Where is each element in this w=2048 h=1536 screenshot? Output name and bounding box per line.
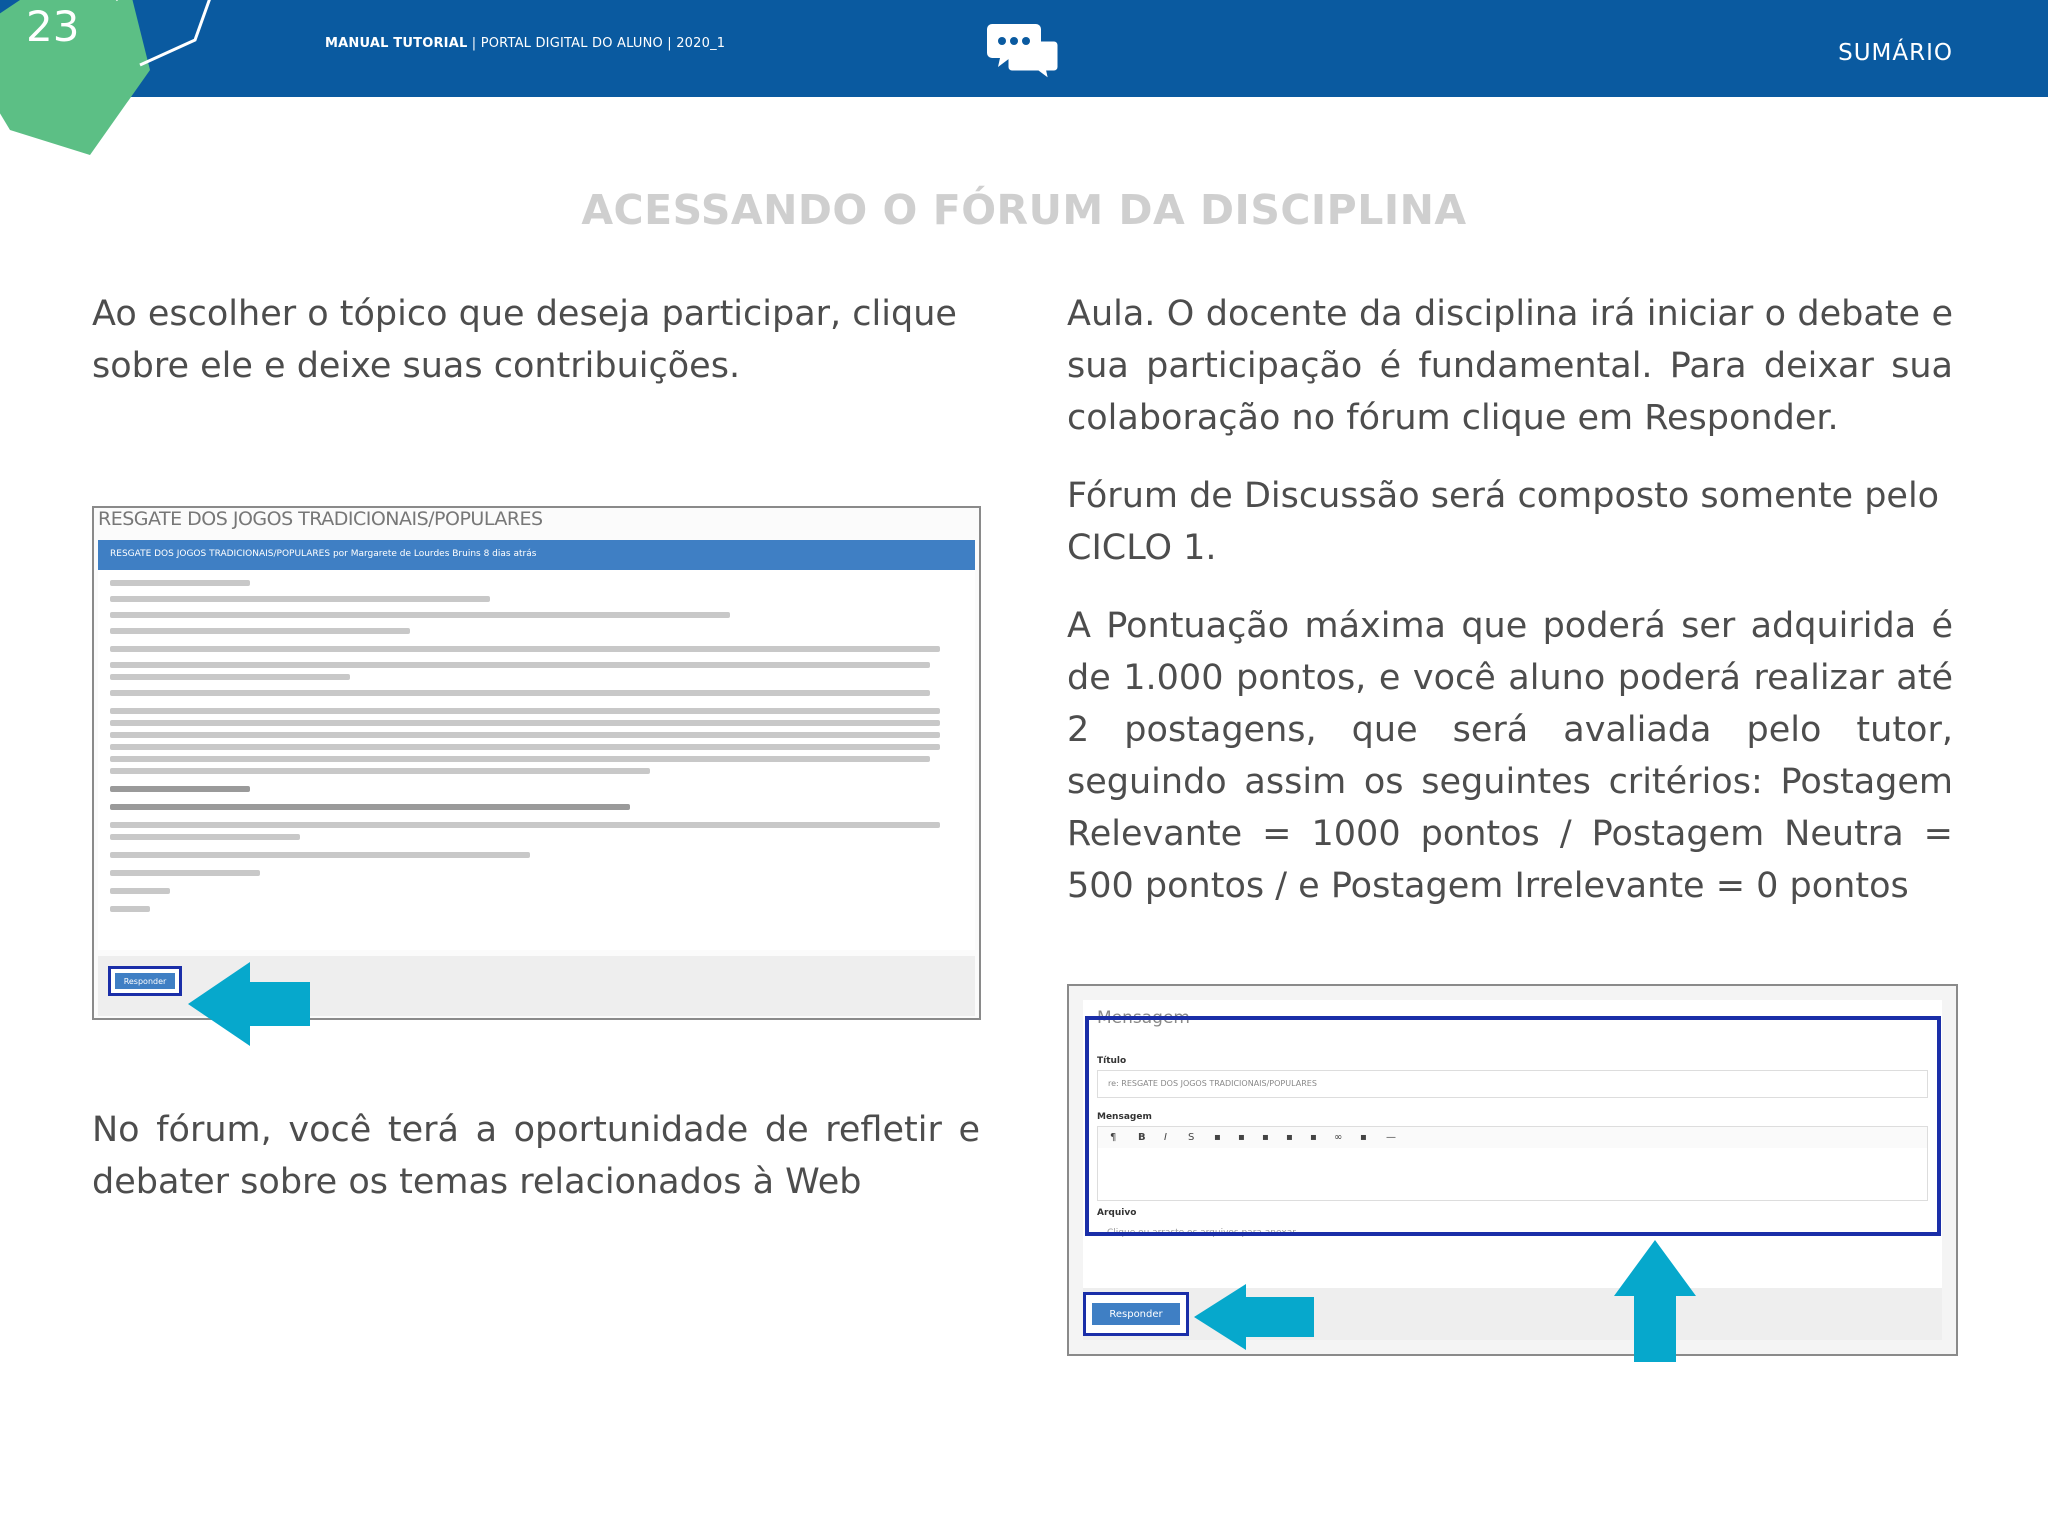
- indent-icon[interactable]: ▪: [1286, 1132, 1293, 1143]
- manual-title: [325, 36, 725, 51]
- topic-header-text: RESGATE DOS JOGOS TRADICIONAIS/POPULARES por Margarete de Lourdes Bruins 8 dias atrás: [110, 549, 537, 559]
- page-number-badge: [0, 0, 180, 160]
- paragraph-icon[interactable]: ¶: [1110, 1132, 1117, 1143]
- reply-form-heading: Mensagem: [1097, 1008, 1190, 1028]
- image-icon[interactable]: ▪: [1310, 1132, 1317, 1143]
- forum-paragraph: No fórum, você terá a oportunidade de refletir e debater sobre os temas relacionados à Web: [92, 1110, 980, 1202]
- horizontal-rule-icon[interactable]: —: [1386, 1132, 1396, 1143]
- forum-topic-screenshot: [92, 506, 981, 1020]
- respond-button-label: Responder: [115, 973, 175, 989]
- topic-body-text: [98, 570, 975, 950]
- title-label: Título: [1097, 1056, 1127, 1066]
- title-input-value: re: RESGATE DOS JOGOS TRADICIONAIS/POPULARES: [1108, 1079, 1317, 1088]
- topic-header-bar: [98, 540, 975, 570]
- manual-title-rest: | PORTAL DIGITAL DO ALUNO | 2020_1: [467, 36, 726, 51]
- right-paragraph-2: Fórum de Discussão será composto somente pelo CICLO 1.: [1067, 476, 1940, 568]
- unlink-icon[interactable]: ▪: [1360, 1132, 1367, 1143]
- strikethrough-icon[interactable]: S: [1188, 1132, 1195, 1143]
- arrow-up-icon: [1614, 1240, 1696, 1362]
- intro-paragraph: Ao escolher o tópico que deseja participar, clique sobre ele e deixe suas contribuições.: [92, 294, 957, 386]
- bold-icon[interactable]: B: [1138, 1132, 1146, 1143]
- scoring-paragraph: A Pontuação máxima que poderá ser adquirida é de 1.000 pontos, e você aluno poderá realizar até 2 postagens, que será avaliada pelo tutor, seguindo assim os seguintes critérios: Postagem Relevante = 1000 pontos / Postagem Neutra = 500 pontos / e Postagem Irrelevante = 0 pontos: [1067, 606, 1953, 906]
- reply-respond-button-label: Responder: [1092, 1303, 1180, 1325]
- message-label: Mensagem: [1097, 1112, 1152, 1122]
- summary-link[interactable]: SUMÁRIO: [1838, 40, 1953, 66]
- numbered-list-icon[interactable]: ▪: [1238, 1132, 1245, 1143]
- outdent-icon[interactable]: ▪: [1262, 1132, 1269, 1143]
- manual-title-bold: MANUAL TUTORIAL: [325, 36, 468, 51]
- bullet-list-icon[interactable]: ▪: [1214, 1132, 1221, 1143]
- right-paragraph-1: Aula. O docente da disciplina irá iniciar o debate e sua participação é fundamental. Para deixar sua colaboração no fórum clique em Responder.: [1067, 294, 1953, 438]
- reply-respond-button[interactable]: [1083, 1292, 1189, 1336]
- attach-label: Arquivo: [1097, 1208, 1137, 1218]
- topic-screenshot-title: RESGATE DOS JOGOS TRADICIONAIS/POPULARES: [98, 508, 543, 530]
- chat-bubbles-icon: [986, 22, 1060, 82]
- attach-dropzone[interactable]: Clique ou arraste os arquivos para anexar: [1107, 1228, 1296, 1238]
- italic-icon[interactable]: I: [1164, 1132, 1167, 1143]
- link-icon[interactable]: ∞: [1334, 1132, 1343, 1143]
- message-highlight-frame: [1085, 1016, 1941, 1236]
- arrow-left-icon: [188, 962, 312, 1046]
- arrow-left-icon-2: [1194, 1284, 1316, 1350]
- section-title: ACESSANDO O FÓRUM DA DISCIPLINA: [581, 186, 1467, 234]
- page-number: 23: [26, 2, 80, 51]
- respond-button[interactable]: [108, 966, 182, 996]
